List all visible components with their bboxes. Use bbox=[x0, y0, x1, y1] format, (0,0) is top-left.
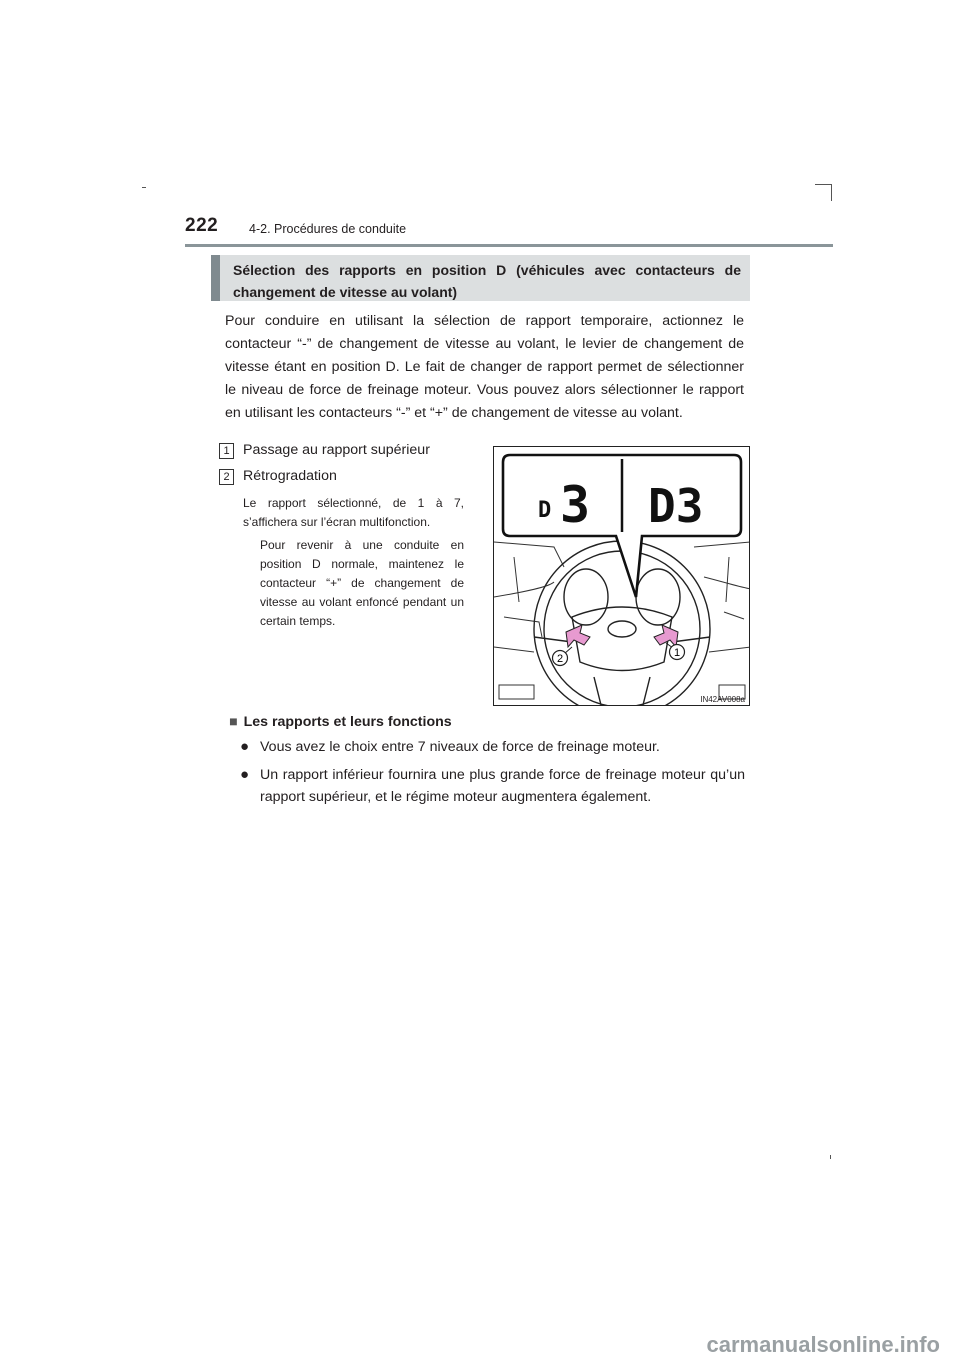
bullet-glyph: ● bbox=[240, 766, 250, 783]
downshift-paddle-arrow bbox=[566, 625, 590, 647]
bullet-text-1: Vous avez le choix entre 7 niveaux de force de freinage moteur. bbox=[260, 739, 660, 755]
display-left-small-letter: D bbox=[538, 498, 552, 523]
callout-1: 1 bbox=[673, 647, 681, 659]
bullet-text-2: Un rapport inférieur fournira une plus grande force de freinage moteur qu’un rapport supérieur, et le régime moteur augmentera également. bbox=[260, 767, 745, 805]
bullet-item-2 bbox=[240, 764, 745, 808]
note-return-normal-d: Pour revenir à une conduite en position D normale, maintenez le contacteur “+” de changement de vitesse au volant enfoncé pendant un certain temps. bbox=[260, 538, 464, 628]
subsection-marker: ■ bbox=[229, 714, 238, 730]
subsection-title: Les rapports et leurs fonctions bbox=[243, 714, 452, 730]
chapter-title: 4-2. Procédures de conduite bbox=[249, 222, 407, 236]
callout-2: 2 bbox=[556, 653, 564, 665]
item-number-2: 2 bbox=[219, 469, 234, 485]
upshift-paddle-arrow bbox=[654, 625, 678, 647]
subsection-heading bbox=[229, 714, 452, 730]
display-left-big-digit: 3 bbox=[560, 476, 591, 534]
page-number: 222 bbox=[185, 215, 219, 236]
bullet-item-1 bbox=[240, 736, 745, 758]
bullet-glyph: ● bbox=[240, 738, 250, 755]
crop-mark-bottom-right bbox=[830, 1155, 831, 1159]
crop-mark-top-left bbox=[142, 187, 146, 188]
item-label-upshift: Passage au rapport supérieur bbox=[243, 442, 430, 458]
item-label-downshift: Rétrogradation bbox=[243, 468, 337, 484]
intro-paragraph: Pour conduire en utilisant la sélection de rapport temporaire, actionnez le contacteur “-” de changement de vitesse au volant, le levier de changement de vitesse étant en position D. Le fait de changer de rapport permet de sélectionner le niveau de force de freinage moteur. Vous pouvez alors sélectionner le rapport en utilisant les contacteurs “-” et “+” de changement de vitesse au volant. bbox=[225, 313, 744, 421]
crop-mark-top-right-v bbox=[831, 184, 832, 201]
section-heading: Sélection des rapports en position D (véhicules avec contacteurs de changement de vitesse au volant) bbox=[211, 255, 750, 301]
note-gear-display: Le rapport sélectionné, de 1 à 7, s’affichera sur l’écran multifonction. bbox=[243, 496, 464, 529]
steering-wheel-illustration bbox=[494, 447, 750, 706]
crop-mark-top-right-h bbox=[815, 184, 832, 185]
item-number-1: 1 bbox=[219, 443, 234, 459]
footer-watermark: carmanualsonline.info bbox=[706, 1332, 940, 1357]
steering-wheel-figure bbox=[493, 446, 750, 706]
header-rule bbox=[185, 244, 833, 247]
display-right-gear: D3 bbox=[648, 479, 704, 533]
figure-code: IN42AV008a bbox=[700, 695, 745, 704]
